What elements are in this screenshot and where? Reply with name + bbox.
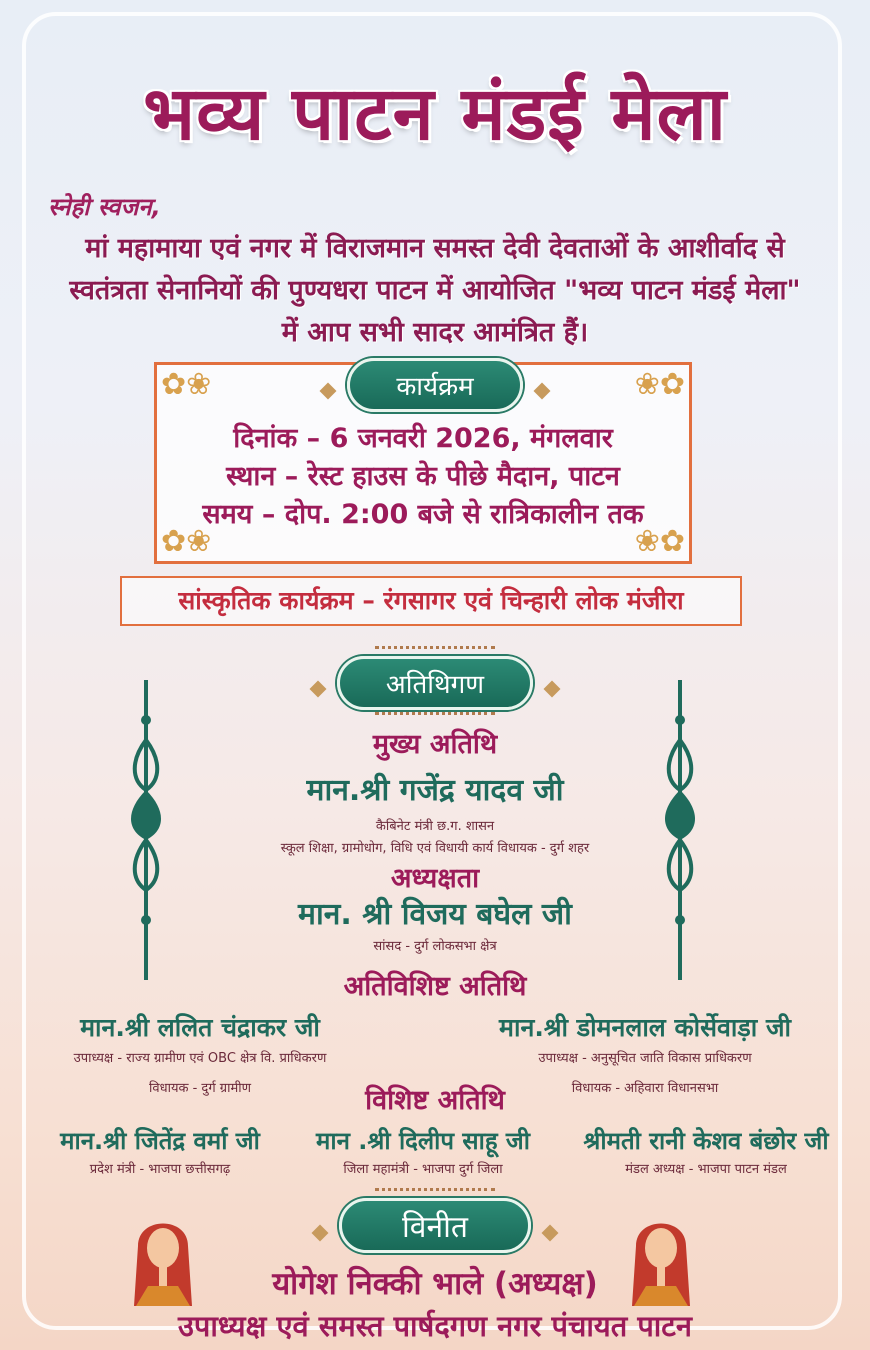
vip-guest-1-name: मान.श्री ललित चंद्राकर जी	[80, 1013, 320, 1042]
program-label: कार्यक्रम	[347, 358, 522, 412]
program-label-wrap	[0, 358, 870, 412]
dotted-divider	[375, 1188, 495, 1191]
dotted-divider	[375, 712, 495, 715]
invitation-line-3: में आप सभी सादर आमंत्रित हैं।	[281, 317, 589, 348]
diamond-ornament-icon	[544, 680, 561, 697]
chief-guest-desig-1: कैबिनेट मंत्री छ.ग. शासन	[375, 819, 495, 834]
diamond-ornament-icon	[311, 1224, 328, 1241]
footer-label: विनीत	[339, 1198, 531, 1253]
chief-guest-desig-2: स्कूल शिक्षा, ग्रामोधोग, विधि एवं विधायी कार्य विधायक - दुर्ग शहर	[280, 841, 590, 856]
guests-label: अतिथिगण	[337, 656, 533, 710]
vip-guest-1-desig-2: विधायक - दुर्ग ग्रामीण	[148, 1081, 252, 1096]
special-guest-1-desig: प्रदेश मंत्री - भाजपा छत्तीसगढ़	[89, 1162, 231, 1177]
special-heading: विशिष्ट अतिथि	[365, 1085, 505, 1116]
president-heading: अध्यक्षता	[390, 863, 480, 894]
greeting: स्नेही स्वजन,	[48, 193, 161, 221]
vip-guest-1-desig-1: उपाध्यक्ष - राज्य ग्रामीण एवं OBC क्षेत्र वि. प्राधिकरण	[73, 1051, 327, 1066]
diamond-ornament-icon	[542, 1224, 559, 1241]
special-guest-3	[556, 1124, 856, 1177]
chief-guest-heading: मुख्य अतिथि	[372, 729, 498, 760]
special-guest-1-name: मान.श्री जितेंद्र वर्मा जी	[60, 1127, 260, 1155]
special-guest-1	[30, 1124, 290, 1177]
poster-title: भव्य पाटन मंडई मेला	[143, 71, 727, 157]
vip-heading: अतिविशिष्ट अतिथि	[343, 971, 527, 1002]
special-guest-2-desig: जिला महामंत्री - भाजपा दुर्ग जिला	[343, 1162, 503, 1177]
diamond-ornament-icon	[320, 382, 337, 399]
flower-ornament-icon: ❀✿	[634, 367, 685, 402]
invitation-line-2: स्वतंत्रता सेनानियों की पुण्यधरा पाटन में आयोजित "भव्य पाटन मंडई मेला"	[69, 275, 801, 306]
dotted-divider	[375, 646, 495, 649]
invitation-line-1: मां महामाया एवं नगर में विराजमान समस्त देवी देवताओं के आशीर्वाद से	[85, 233, 785, 264]
special-guest-3-name: श्रीमती रानी केशव बंछोर जी	[583, 1127, 829, 1155]
vip-guest-2-name: मान.श्री डोमनलाल कोर्सेवाड़ा जी	[499, 1013, 791, 1042]
president-desig: सांसद - दुर्ग लोकसभा क्षेत्र	[373, 939, 497, 954]
flower-ornament-icon: ❀✿	[634, 524, 685, 559]
special-guest-2	[292, 1124, 554, 1177]
president-name: मान. श्री विजय बघेल जी	[298, 897, 572, 932]
footer-host: योगेश निक्की भाले (अध्यक्ष)	[272, 1266, 598, 1302]
special-guest-2-name: मान .श्री दिलीप साहू जी	[316, 1127, 530, 1155]
program-venue: स्थान – रेस्ट हाउस के पीछे मैदान, पाटन	[226, 461, 620, 492]
cultural-program: सांस्कृतिक कार्यक्रम – रंगसागर एवं चिन्हारी लोक मंजीरा	[120, 576, 742, 626]
special-guest-3-desig: मंडल अध्यक्ष - भाजपा पाटन मंडल	[625, 1162, 787, 1177]
vip-guest-2-desig-2: विधायक - अहिवारा विधानसभा	[571, 1081, 719, 1096]
footer-council: उपाध्यक्ष एवं समस्त पार्षदगण नगर पंचायत पाटन	[177, 1309, 693, 1343]
program-date: दिनांक – 6 जनवरी 2026, मंगलवार	[233, 423, 613, 454]
flower-ornament-icon: ✿❀	[161, 524, 212, 559]
vip-guest-2-desig-1: उपाध्यक्ष - अनुसूचित जाति विकास प्राधिकरण	[538, 1051, 752, 1066]
diamond-ornament-icon	[533, 382, 550, 399]
flower-ornament-icon: ✿❀	[161, 367, 212, 402]
chief-guest-name: मान.श्री गजेंद्र यादव जी	[306, 773, 564, 808]
diamond-ornament-icon	[309, 680, 326, 697]
program-time: समय – दोप. 2:00 बजे से रात्रिकालीन तक	[202, 499, 644, 530]
